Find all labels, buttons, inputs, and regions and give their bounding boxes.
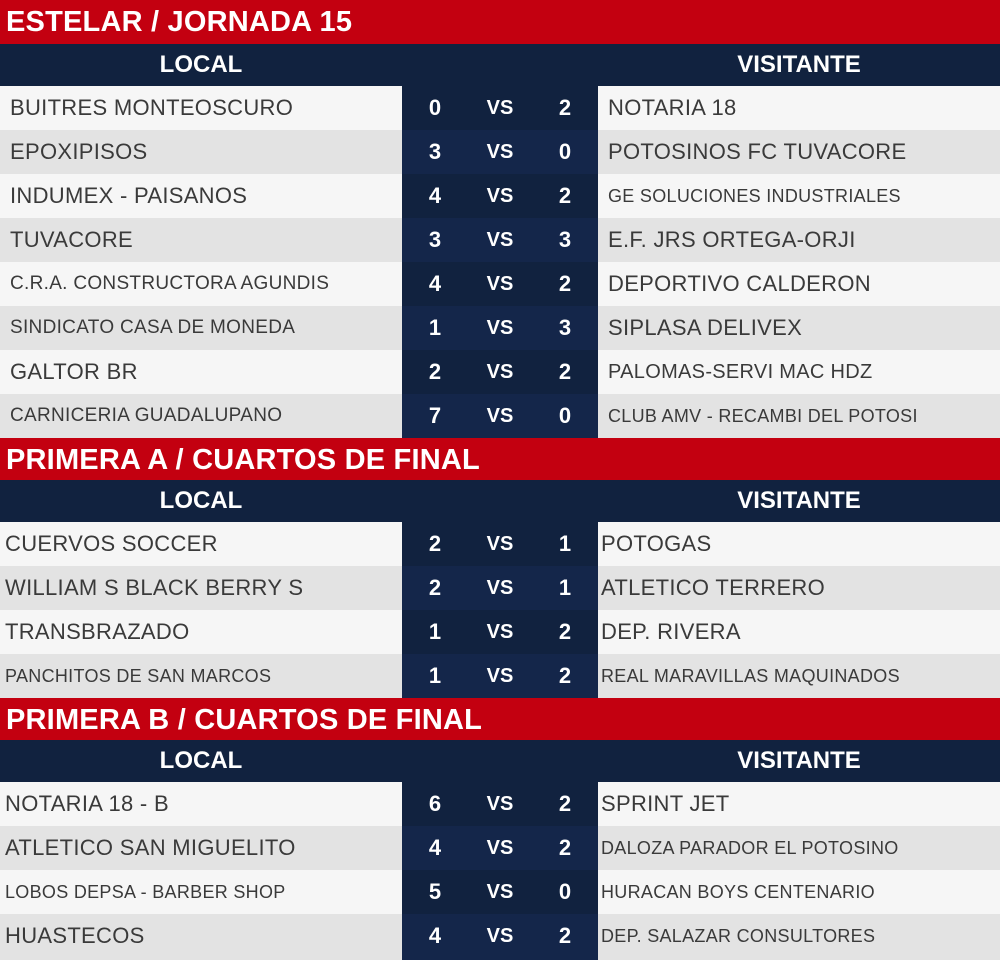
section-title: ESTELAR / JORNADA 15 <box>0 0 1000 44</box>
vs-label: VS <box>486 97 514 119</box>
away-team: NOTARIA 18 <box>598 86 1000 130</box>
away-team: REAL MARAVILLAS MAQUINADOS <box>598 654 1000 698</box>
score-box <box>402 306 598 350</box>
score-box <box>402 174 598 218</box>
score-box <box>402 522 598 566</box>
match-row <box>0 262 1000 306</box>
match-row <box>0 218 1000 262</box>
home-team: HUASTECOS <box>0 914 402 960</box>
away-team: SIPLASA DELIVEX <box>598 306 1000 350</box>
home-team: C.R.A. CONSTRUCTORA AGUNDIS <box>0 262 402 306</box>
vs-label: VS <box>486 621 514 643</box>
match-row <box>0 394 1000 438</box>
away-team: DEP. RIVERA <box>598 610 1000 654</box>
match-row <box>0 350 1000 394</box>
home-team: ATLETICO SAN MIGUELITO <box>0 826 402 870</box>
local-header: LOCAL <box>159 487 243 514</box>
home-team: TRANSBRAZADO <box>0 610 402 654</box>
score-box <box>402 566 598 610</box>
home-score: 7 <box>428 403 442 428</box>
away-team: ATLETICO TERRERO <box>598 566 1000 610</box>
away-team: DALOZA PARADOR EL POTOSINO <box>598 826 1000 870</box>
vs-label: VS <box>486 273 514 295</box>
score-box <box>402 826 598 870</box>
score-box <box>402 654 598 698</box>
away-score: 3 <box>558 227 572 252</box>
column-header <box>0 44 1000 86</box>
home-score: 2 <box>428 575 442 600</box>
score-box <box>402 610 598 654</box>
away-team: PALOMAS-SERVI MAC HDZ <box>598 350 1000 394</box>
vs-label: VS <box>486 317 514 339</box>
score-box <box>402 350 598 394</box>
away-team: DEPORTIVO CALDERON <box>598 262 1000 306</box>
away-team: POTOGAS <box>598 522 1000 566</box>
home-score: 3 <box>428 227 442 252</box>
home-score: 0 <box>428 95 442 120</box>
home-score: 6 <box>428 791 442 816</box>
score-box <box>402 394 598 438</box>
section-title: PRIMERA B / CUARTOS DE FINAL <box>0 698 1000 742</box>
match-row <box>0 306 1000 350</box>
vs-label: VS <box>486 793 514 815</box>
away-score: 2 <box>558 923 572 948</box>
vs-label: VS <box>486 141 514 163</box>
away-team: CLUB AMV - RECAMBI DEL POTOSI <box>598 394 1000 438</box>
away-score: 2 <box>558 95 572 120</box>
home-team: NOTARIA 18 - B <box>0 782 402 826</box>
home-score: 2 <box>428 531 442 556</box>
away-score: 1 <box>558 575 572 600</box>
home-score: 2 <box>428 359 442 384</box>
home-score: 4 <box>428 183 442 208</box>
visit-header: VISITANTE <box>737 51 861 78</box>
match-row <box>0 522 1000 566</box>
score-box <box>402 870 598 914</box>
home-team: PANCHITOS DE SAN MARCOS <box>0 654 402 698</box>
home-score: 1 <box>428 619 442 644</box>
score-box <box>402 86 598 130</box>
local-header: LOCAL <box>159 747 243 774</box>
away-team: GE SOLUCIONES INDUSTRIALES <box>598 174 1000 218</box>
vs-label: VS <box>486 533 514 555</box>
home-score: 3 <box>428 139 442 164</box>
away-score: 3 <box>558 315 572 340</box>
vs-label: VS <box>486 837 514 859</box>
home-team: SINDICATO CASA DE MONEDA <box>0 306 402 350</box>
score-box <box>402 130 598 174</box>
match-row <box>0 654 1000 698</box>
home-team: INDUMEX - PAISANOS <box>0 174 402 218</box>
local-header: LOCAL <box>159 51 243 78</box>
home-team: CARNICERIA GUADALUPANO <box>0 394 402 438</box>
away-score: 0 <box>558 879 572 904</box>
visit-header: VISITANTE <box>737 747 861 774</box>
vs-label: VS <box>486 881 514 903</box>
away-score: 2 <box>558 359 572 384</box>
home-score: 1 <box>428 663 442 688</box>
home-team: EPOXIPISOS <box>0 130 402 174</box>
away-score: 1 <box>558 531 572 556</box>
score-box <box>402 262 598 306</box>
home-score: 4 <box>428 835 442 860</box>
column-header <box>0 740 1000 782</box>
home-score: 1 <box>428 315 442 340</box>
away-score: 2 <box>558 791 572 816</box>
score-box <box>402 218 598 262</box>
away-team: E.F. JRS ORTEGA-ORJI <box>598 218 1000 262</box>
away-score: 2 <box>558 183 572 208</box>
vs-label: VS <box>486 229 514 251</box>
away-score: 2 <box>558 835 572 860</box>
away-team: SPRINT JET <box>598 782 1000 826</box>
match-row <box>0 870 1000 914</box>
match-row <box>0 130 1000 174</box>
match-row <box>0 610 1000 654</box>
match-row <box>0 826 1000 870</box>
home-team: BUITRES MONTEOSCURO <box>0 86 402 130</box>
home-team: LOBOS DEPSA - BARBER SHOP <box>0 870 402 914</box>
away-score: 2 <box>558 271 572 296</box>
match-row <box>0 174 1000 218</box>
home-score: 5 <box>428 879 442 904</box>
home-team: GALTOR BR <box>0 350 402 394</box>
vs-label: VS <box>486 665 514 687</box>
visit-header: VISITANTE <box>737 487 861 514</box>
away-score: 0 <box>558 139 572 164</box>
away-score: 2 <box>558 619 572 644</box>
match-row <box>0 86 1000 130</box>
match-row <box>0 782 1000 826</box>
home-team: CUERVOS SOCCER <box>0 522 402 566</box>
home-score: 4 <box>428 923 442 948</box>
score-box <box>402 782 598 826</box>
vs-label: VS <box>486 361 514 383</box>
column-header <box>0 480 1000 522</box>
away-team: POTOSINOS FC TUVACORE <box>598 130 1000 174</box>
section-title: PRIMERA A / CUARTOS DE FINAL <box>0 438 1000 482</box>
away-team: HURACAN BOYS CENTENARIO <box>598 870 1000 914</box>
home-team: TUVACORE <box>0 218 402 262</box>
vs-label: VS <box>486 405 514 427</box>
away-score: 2 <box>558 663 572 688</box>
vs-label: VS <box>486 577 514 599</box>
away-team: DEP. SALAZAR CONSULTORES <box>598 914 1000 960</box>
home-team: WILLIAM S BLACK BERRY S <box>0 566 402 610</box>
vs-label: VS <box>486 185 514 207</box>
score-box <box>402 914 598 960</box>
match-row <box>0 914 1000 960</box>
match-row <box>0 566 1000 610</box>
vs-label: VS <box>486 925 514 947</box>
away-score: 0 <box>558 403 572 428</box>
home-score: 4 <box>428 271 442 296</box>
